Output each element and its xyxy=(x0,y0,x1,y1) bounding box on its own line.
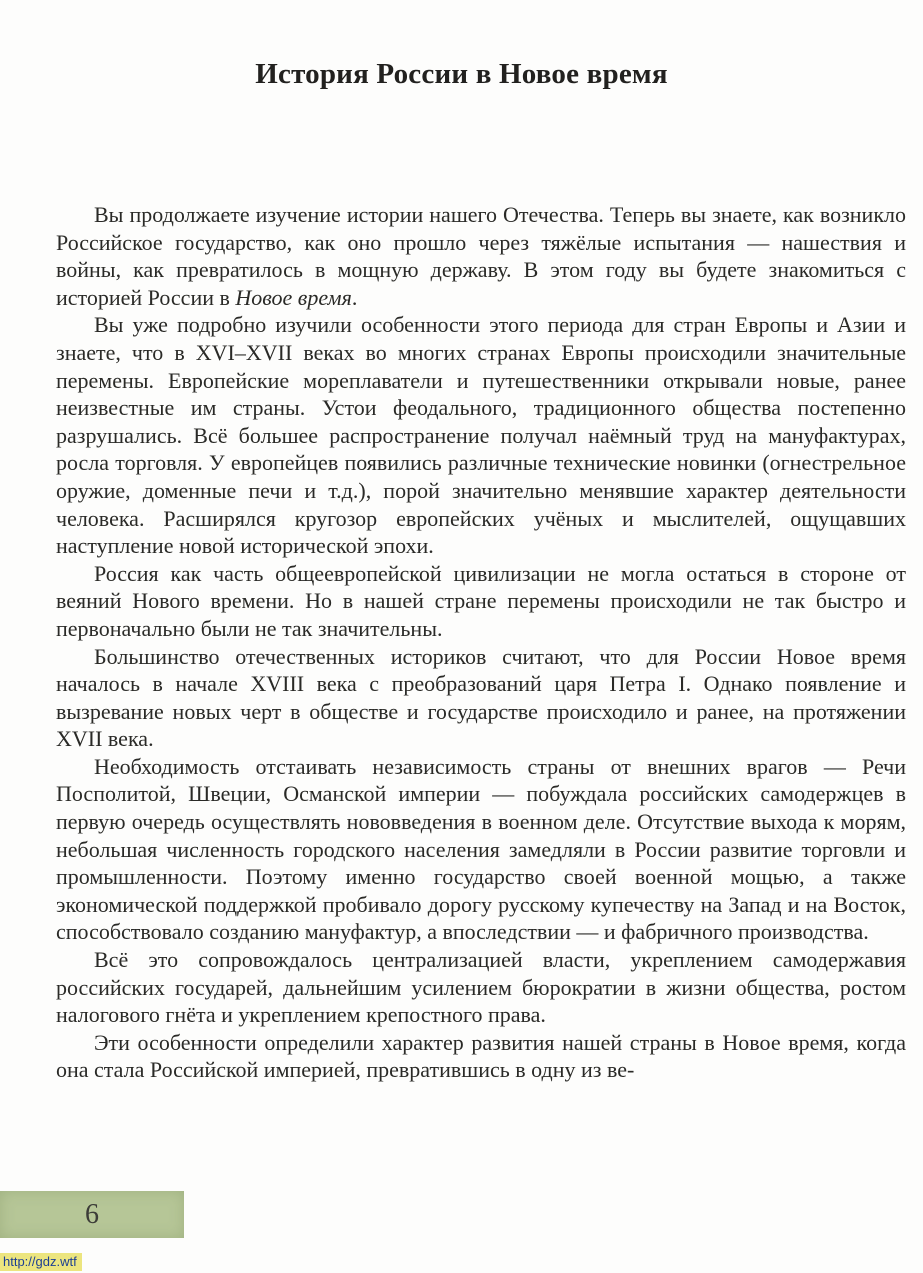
watermark-link[interactable]: http://gdz.wtf xyxy=(0,1253,82,1271)
page-number: 6 xyxy=(85,1199,99,1230)
paragraph xyxy=(56,311,906,559)
paragraph-text: Вы продолжаете изучение истории нашего Отечества. Теперь вы знаете, как возникло Российское государство, как оно прошло через тяжёлые испытания — нашествия и войны, как превратилось в мощную державу. В этом году вы будете знакомиться с историей России в xyxy=(56,202,906,310)
body-text xyxy=(56,201,906,1084)
paragraph-text: Новое время xyxy=(235,284,352,310)
paragraph xyxy=(56,643,906,753)
page-title: История России в Новое время xyxy=(255,58,668,90)
paragraph-text: Россия как часть общеевропейской цивилизации не могла остаться в стороне от веяний Нового времени. Но в нашей стране перемены происходили не так быстро и первоначально были не так значительны. xyxy=(56,560,906,641)
page-number-band xyxy=(0,1191,184,1238)
paragraph-text: Большинство отечественных историков считают, что для России Новое время началось в начале XVIII века с преобразований царя Петра I. Однако появление и вызревание новых черт в обществе и государстве происходило и ранее, на протяжении XVII века. xyxy=(56,643,906,752)
paragraph-text: Эти особенности определили характер развития нашей страны в Новое время, когда она стала Российской империей, превратившись в одну из ве- xyxy=(56,1029,906,1083)
paragraph xyxy=(56,753,906,946)
paragraph xyxy=(56,946,906,1029)
paragraph xyxy=(56,201,906,311)
paragraph-text: Необходимость отстаивать независимость страны от внешних врагов — Речи Посполитой, Швеции, Османской империи — побуждала российских самодержцев в первую очередь осуществлять нововведения в военном деле. Отсутствие выхода к морям, небольшая численность городского населения замедляли в России развитие торговли и промышленности. Поэтому именно государство своей военной мощью, а также экономической поддержкой пробивало дорогу русскому купечеству на Запад и на Восток, способствовало созданию мануфактур, а впоследствии — и фабричного производства. xyxy=(56,753,906,945)
paragraph-text: . xyxy=(351,284,358,310)
paragraph-text: Вы уже подробно изучили особенности этого периода для стран Европы и Азии и знаете, что в XVI–XVII веках во многих странах Европы происходили значительные перемены. Европейские мореплаватели и путешественники открывали новые, ранее неизвестные им страны. Устои феодального, традиционного общества постепенно разрушались. Всё большее распространение получал наёмный труд на мануфактурах, росла торговля. У европейцев появились различные технические новинки (огнестрельное оружие, доменные печи и т.д.), порой значительно менявшие характер деятельности человека. Расширялся кругозор европейских учёных и мыслителей, ощущавших наступление новой исторической эпохи. xyxy=(56,312,906,559)
paragraph xyxy=(56,1029,906,1084)
paragraph xyxy=(56,560,906,643)
paragraph-text: Всё это сопровождалось централизацией власти, укреплением самодержавия российских государей, дальнейшим усилением бюрократии в жизни общества, ростом налогового гнёта и укреплением крепостного права. xyxy=(56,947,906,1028)
